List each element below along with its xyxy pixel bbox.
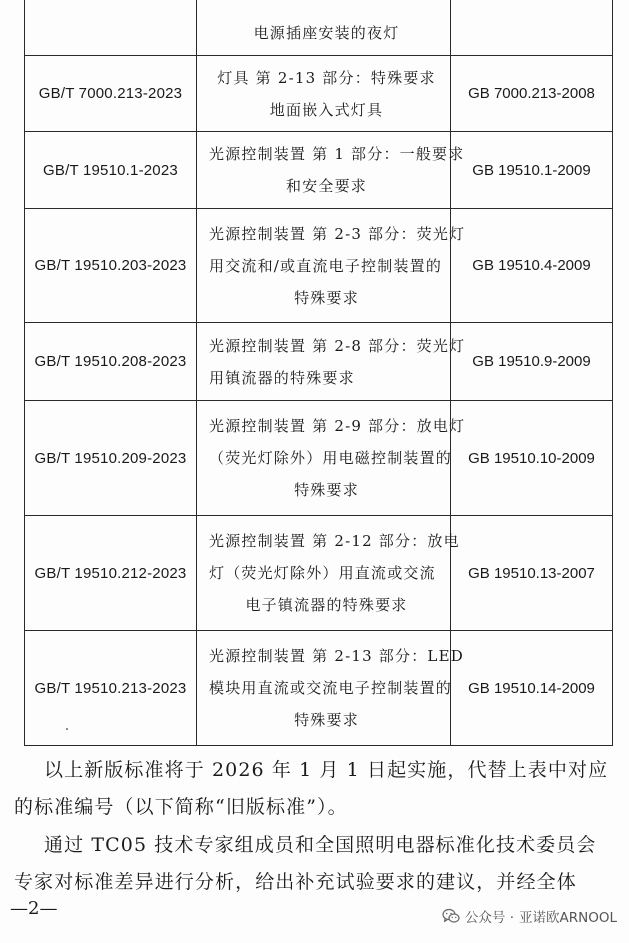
new-standard-cell: GB/T 19510.1-2023 — [25, 132, 197, 209]
watermark — [442, 906, 617, 926]
standard-name-line: 光源控制装置 第 2-12 部分：放电 — [209, 532, 460, 550]
table-row — [25, 0, 613, 56]
table-row — [25, 516, 613, 631]
paragraph-line: 专家对标准差异进行分析，给出补充试验要求的建议，并经全体 — [14, 871, 577, 893]
watermark-prefix: 公众号 · — [464, 910, 514, 926]
table-row — [25, 56, 613, 132]
new-standard-cell — [25, 0, 197, 56]
table-row — [25, 631, 613, 746]
new-standard-cell: GB/T 19510.208-2023 — [25, 323, 197, 401]
standard-name-line: 电子镇流器的特殊要求 — [245, 596, 408, 614]
old-standard-cell: GB 19510.1-2009 — [451, 132, 613, 209]
old-standard-cell: GB 19510.4-2009 — [451, 209, 613, 323]
standard-name-line: 特殊要求 — [294, 481, 359, 499]
standard-name-line: 地面嵌入式灯具 — [269, 100, 384, 119]
standard-name-cell — [197, 401, 466, 516]
standard-name-line: 特殊要求 — [294, 711, 359, 729]
standard-name-line: 电源插座安装的夜灯 — [253, 24, 400, 42]
scan-speck — [66, 728, 68, 730]
standard-name-line: 光源控制装置 第 2-8 部分：荧光灯 — [209, 336, 466, 355]
new-standard-cell: GB/T 7000.213-2023 — [25, 56, 197, 132]
standard-name-line: 光源控制装置 第 2-3 部分：荧光灯 — [209, 224, 466, 243]
old-standard-cell: GB 7000.213-2008 — [451, 56, 613, 132]
standard-name-line: 和安全要求 — [285, 177, 367, 195]
standard-name-line: 用交流和/或直流电子控制装置的 — [209, 256, 443, 275]
standard-name-line: 灯具 第 2-13 部分：特殊要求 — [217, 68, 436, 87]
new-standard-cell: GB/T 19510.209-2023 — [25, 401, 197, 516]
table-row — [25, 132, 613, 209]
old-standard-cell: GB 19510.14-2009 — [451, 631, 613, 746]
table-row — [25, 209, 613, 323]
paragraph-line: 以上新版标准将于 2026 年 1 月 1 日起实施，代替上表中对应 — [44, 759, 609, 781]
paragraph-line: 通过 TC05 技术专家组成员和全国照明电器标准化技术委员会 — [44, 834, 597, 856]
wechat-icon — [442, 908, 460, 924]
page-number: —2— — [10, 898, 58, 919]
standard-name-cell — [197, 132, 465, 209]
standard-name-line: 模块用直流或交流电子控制装置的 — [209, 679, 453, 697]
standard-name-line: 特殊要求 — [294, 288, 359, 307]
standard-name-line: 用镇流器的特殊要求 — [209, 368, 355, 387]
standard-name-cell — [197, 631, 464, 746]
paragraph-line: 的标准编号（以下简称“旧版标准”）。 — [14, 796, 348, 818]
table-row — [25, 323, 613, 401]
standard-name-line: （荧光灯除外）用电磁控制装置的 — [209, 449, 453, 467]
standard-name-line: 灯（荧光灯除外）用直流或交流 — [209, 564, 436, 582]
standard-name-cell — [197, 56, 451, 132]
old-standard-cell: GB 19510.10-2009 — [451, 401, 613, 516]
standard-name-line: 光源控制装置 第 2-9 部分：放电灯 — [209, 417, 466, 435]
new-standard-cell: GB/T 19510.213-2023 — [25, 631, 197, 746]
old-standard-cell: GB 19510.9-2009 — [451, 323, 613, 401]
table-row — [25, 401, 613, 516]
old-standard-cell: GB 19510.13-2007 — [451, 516, 613, 631]
standard-name-cell — [197, 516, 460, 631]
standard-name-cell — [197, 0, 451, 56]
standard-name-line: 光源控制装置 第 2-13 部分：LED — [209, 647, 464, 665]
standards-table — [24, 0, 613, 746]
standard-name-cell — [197, 323, 466, 401]
new-standard-cell: GB/T 19510.203-2023 — [25, 209, 197, 323]
watermark-account-name: 亚诺欧ARNOOL — [519, 910, 617, 926]
standard-name-cell — [197, 209, 466, 323]
standard-name-line: 光源控制装置 第 1 部分：一般要求 — [209, 145, 465, 163]
old-standard-cell — [451, 0, 613, 56]
new-standard-cell: GB/T 19510.212-2023 — [25, 516, 197, 631]
